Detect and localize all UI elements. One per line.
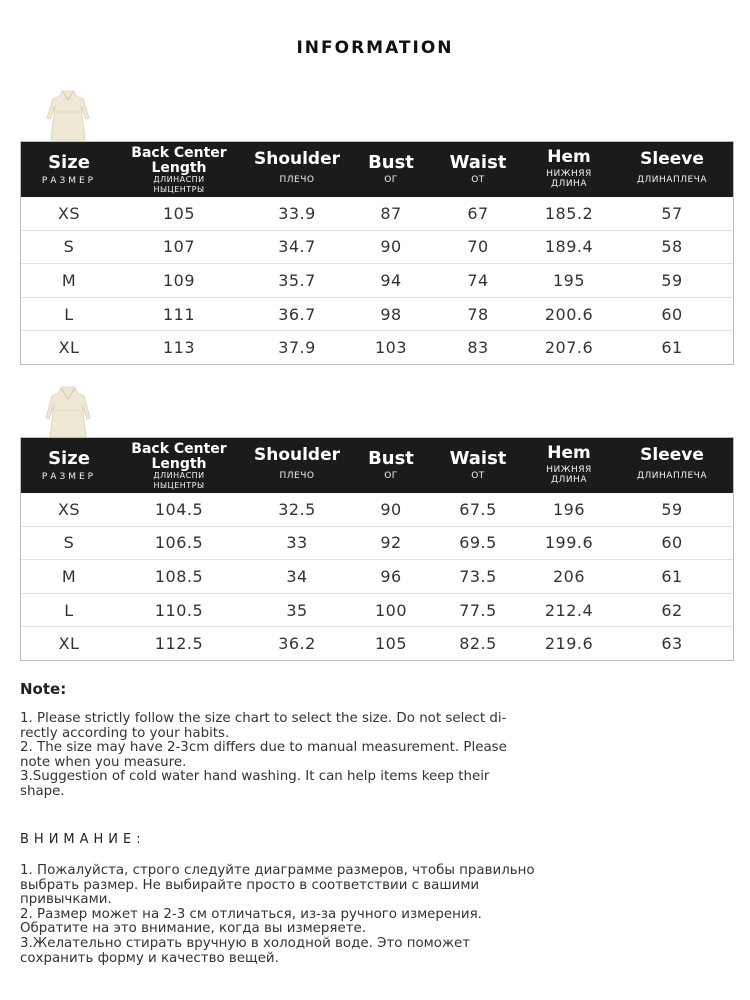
hem-cell: 196	[552, 499, 586, 519]
shoulder-cell: 34.7	[278, 237, 316, 257]
header-back-center-length: Back Center Length ДЛИНАСПИ НЫЦЕНТРЫ	[131, 441, 227, 490]
waist-cell: 77.5	[459, 600, 497, 620]
shoulder-cell: 33	[286, 533, 308, 553]
hem-cell: 219.6	[544, 634, 594, 654]
shoulder-cell: 32.5	[278, 499, 316, 519]
table-row	[21, 493, 733, 527]
waist-cell: 82.5	[459, 634, 497, 654]
header-sleeve: Sleeve ДЛИНАПЛЕЧА	[636, 445, 707, 481]
size-cell: M	[61, 566, 77, 586]
size-cell: XS	[57, 203, 81, 223]
header-shoulder: Shoulder ПЛЕЧО	[253, 445, 341, 481]
table-header	[21, 142, 733, 197]
dress-thumbnail-2	[45, 384, 91, 440]
table-row	[21, 264, 733, 298]
sleeve-cell: 59	[661, 270, 683, 290]
size-cell: XS	[57, 499, 81, 519]
size-cell: XL	[58, 338, 80, 358]
hem-cell: 206	[552, 566, 586, 586]
waist-cell: 74	[467, 270, 489, 290]
sleeve-cell: 60	[661, 533, 683, 553]
waist-cell: 67	[467, 203, 489, 223]
bust-cell: 92	[380, 533, 402, 553]
note-line: rectly according to your habits.	[20, 725, 230, 741]
back-length-cell: 110.5	[154, 600, 204, 620]
shoulder-cell: 34	[286, 566, 308, 586]
back-length-cell: 112.5	[154, 634, 204, 654]
sleeve-cell: 57	[661, 203, 683, 223]
waist-cell: 70	[467, 237, 489, 257]
bust-cell: 98	[380, 304, 402, 324]
bust-cell: 90	[380, 237, 402, 257]
note-line: note when you measure.	[20, 754, 187, 770]
note-title: Note:	[20, 680, 67, 698]
hem-cell: 199.6	[544, 533, 594, 553]
hem-cell: 207.6	[544, 338, 594, 358]
dress-thumbnail-1	[45, 88, 91, 144]
table-header	[21, 438, 733, 493]
table-row	[21, 527, 733, 561]
size-cell: XL	[58, 634, 80, 654]
ru-note-title: ВНИМАНИЕ:	[20, 832, 146, 847]
size-cell: L	[64, 600, 74, 620]
ru-note-line: 3.Желательно стирать вручную в холодной воде. Это поможет	[20, 935, 471, 951]
bust-cell: 96	[380, 566, 402, 586]
shoulder-cell: 36.2	[278, 634, 316, 654]
waist-cell: 69.5	[459, 533, 497, 553]
bust-cell: 90	[380, 499, 402, 519]
sleeve-cell: 58	[661, 237, 683, 257]
back-length-cell: 106.5	[154, 533, 204, 553]
back-length-cell: 113	[162, 338, 196, 358]
header-size: Size РАЗМЕР	[41, 448, 97, 482]
note-line: 3.Suggestion of cold water hand washing. It can help items keep their	[20, 769, 490, 785]
back-length-cell: 105	[162, 203, 196, 223]
size-cell: M	[61, 270, 77, 290]
bust-cell: 105	[374, 634, 408, 654]
table-row	[21, 594, 733, 628]
ru-note-line: 1. Пожалуйста, строго следуйте диаграмме размеров, чтобы правильно	[20, 863, 535, 878]
back-length-cell: 111	[162, 304, 196, 324]
waist-cell: 67.5	[459, 499, 497, 519]
header-hem: Hem НИЖНЯЯ ДЛИНА	[546, 147, 592, 189]
header-size: Size РАЗМЕР	[41, 152, 97, 186]
bust-cell: 94	[380, 270, 402, 290]
note-line: 2. The size may have 2-3cm differs due to manual measurement. Please	[20, 740, 507, 756]
shoulder-cell: 37.9	[278, 338, 316, 358]
page-title: INFORMATION	[296, 38, 454, 58]
hem-cell: 185.2	[544, 203, 594, 223]
header-bust: Bust ОГ	[368, 152, 414, 185]
table-row	[21, 331, 733, 364]
hem-cell: 195	[552, 270, 586, 290]
size-table-2	[20, 437, 734, 661]
header-bust: Bust ОГ	[368, 448, 414, 481]
ru-note-line: Обратите на это внимание, когда вы измеряете.	[20, 921, 366, 937]
header-hem: Hem НИЖНЯЯ ДЛИНА	[546, 443, 592, 485]
sleeve-cell: 62	[661, 600, 683, 620]
hem-cell: 189.4	[544, 237, 594, 257]
size-cell: L	[64, 304, 74, 324]
note-line: 1. Please strictly follow the size chart to select the size. Do not select di-	[20, 711, 507, 726]
sleeve-cell: 59	[661, 499, 683, 519]
ru-note-line: привычками.	[20, 892, 112, 908]
ru-note-line: сохранить форму и качество вещей.	[20, 950, 279, 966]
note-body	[20, 712, 710, 800]
table-row	[21, 627, 733, 660]
ru-note-line: выбрать размер. Не выбирайте просто в соответствии с вашими	[20, 877, 480, 893]
shoulder-cell: 35	[286, 600, 308, 620]
table-row	[21, 560, 733, 594]
hem-cell: 212.4	[544, 600, 594, 620]
ru-note-body	[20, 864, 710, 966]
header-waist: Waist ОТ	[449, 448, 507, 481]
sleeve-cell: 61	[661, 566, 683, 586]
header-waist: Waist ОТ	[449, 152, 507, 185]
table-body	[21, 197, 733, 364]
back-length-cell: 109	[162, 270, 196, 290]
table-row	[21, 298, 733, 332]
table-row	[21, 197, 733, 231]
table-row	[21, 231, 733, 265]
header-back-center-length: Back Center Length ДЛИНАСПИ НЫЦЕНТРЫ	[131, 145, 227, 194]
back-length-cell: 104.5	[154, 499, 204, 519]
bust-cell: 100	[374, 600, 408, 620]
back-length-cell: 107	[162, 237, 196, 257]
shoulder-cell: 35.7	[278, 270, 316, 290]
table-body	[21, 493, 733, 660]
size-cell: S	[63, 237, 75, 257]
sleeve-cell: 60	[661, 304, 683, 324]
waist-cell: 83	[467, 338, 489, 358]
header-shoulder: Shoulder ПЛЕЧО	[253, 149, 341, 185]
size-table-1	[20, 141, 734, 365]
shoulder-cell: 33.9	[278, 203, 316, 223]
sleeve-cell: 63	[661, 634, 683, 654]
waist-cell: 73.5	[459, 566, 497, 586]
back-length-cell: 108.5	[154, 566, 204, 586]
waist-cell: 78	[467, 304, 489, 324]
bust-cell: 103	[374, 338, 408, 358]
sleeve-cell: 61	[661, 338, 683, 358]
size-cell: S	[63, 533, 75, 553]
note-line: shape.	[20, 783, 65, 799]
hem-cell: 200.6	[544, 304, 594, 324]
bust-cell: 87	[380, 203, 402, 223]
shoulder-cell: 36.7	[278, 304, 316, 324]
ru-note-line: 2. Размер может на 2-3 см отличаться, из-за ручного измерения.	[20, 906, 482, 922]
header-sleeve: Sleeve ДЛИНАПЛЕЧА	[636, 149, 707, 185]
